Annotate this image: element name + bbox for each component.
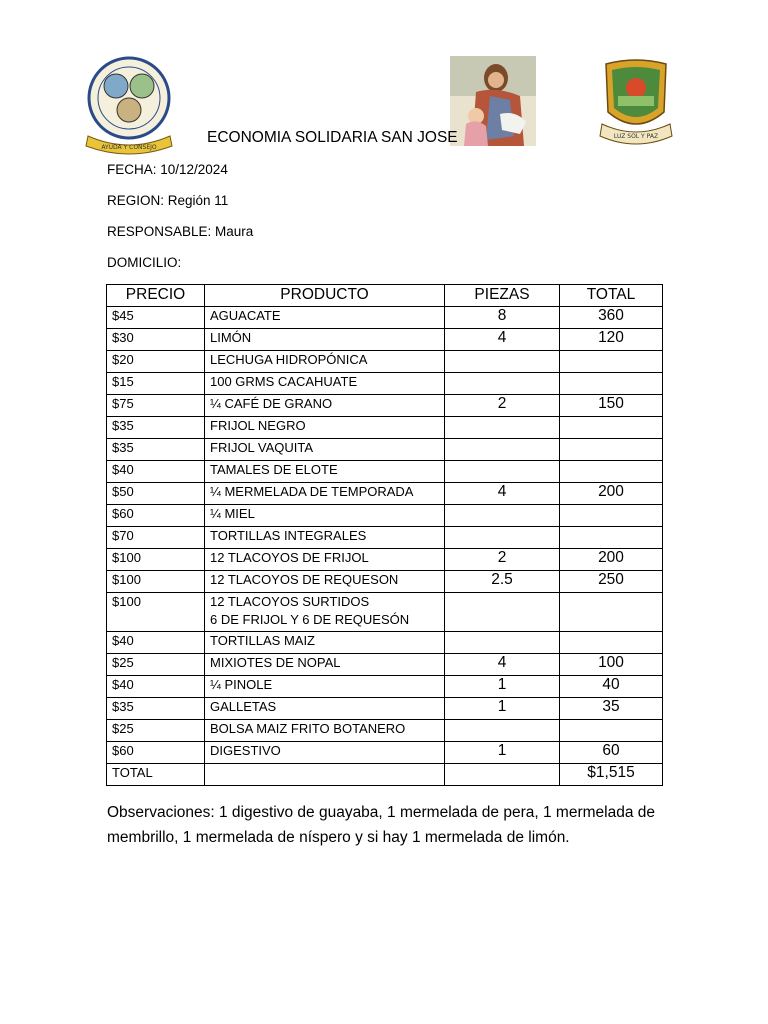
total-cell: 40: [560, 676, 663, 698]
total-row: [107, 764, 663, 786]
table-row: [107, 527, 663, 549]
producto-cell: [205, 571, 445, 593]
table-row: [107, 676, 663, 698]
producto-line: TORTILLAS MAIZ: [210, 633, 315, 648]
piezas-cell: [445, 720, 560, 742]
total-cell: [560, 439, 663, 461]
table-row: [107, 571, 663, 593]
table-row: [107, 439, 663, 461]
piezas-cell: 4: [445, 483, 560, 505]
precio-cell: $60: [107, 505, 205, 527]
precio-cell: $35: [107, 698, 205, 720]
total-cell: 200: [560, 483, 663, 505]
table-row: [107, 395, 663, 417]
total-empty-cell: [445, 764, 560, 786]
piezas-cell: [445, 373, 560, 395]
piezas-cell: 2: [445, 395, 560, 417]
header-piezas: PIEZAS: [445, 285, 560, 307]
producto-cell: [205, 527, 445, 549]
producto-cell: [205, 417, 445, 439]
producto-line: MIXIOTES DE NOPAL: [210, 655, 341, 670]
precio-cell: $25: [107, 654, 205, 676]
precio-cell: $15: [107, 373, 205, 395]
total-cell: 150: [560, 395, 663, 417]
precio-cell: $75: [107, 395, 205, 417]
producto-cell: [205, 329, 445, 351]
domicilio-line: DOMICILIO:: [107, 255, 182, 270]
fecha-line: FECHA: 10/12/2024: [107, 162, 228, 177]
table-row: [107, 505, 663, 527]
precio-cell: $25: [107, 720, 205, 742]
piezas-cell: [445, 527, 560, 549]
producto-cell: [205, 593, 445, 632]
producto-cell: [205, 351, 445, 373]
producto-cell: [205, 439, 445, 461]
producto-line: FRIJOL VAQUITA: [210, 440, 314, 455]
piezas-cell: 1: [445, 698, 560, 720]
document-title: ECONOMIA SOLIDARIA SAN JOSE: [207, 129, 458, 146]
producto-line: LIMÓN: [210, 330, 252, 345]
producto-cell: [205, 676, 445, 698]
total-cell: 120: [560, 329, 663, 351]
producto-line: 12 TLACOYOS DE REQUESON: [210, 572, 399, 587]
table-row: [107, 461, 663, 483]
precio-cell: $35: [107, 417, 205, 439]
piezas-cell: 4: [445, 654, 560, 676]
total-cell: [560, 505, 663, 527]
region-line: REGION: Región 11: [107, 193, 229, 208]
producto-line: FRIJOL NEGRO: [210, 418, 306, 433]
header-total: TOTAL: [560, 285, 663, 307]
total-cell: 35: [560, 698, 663, 720]
table-row: [107, 307, 663, 329]
precio-cell: $35: [107, 439, 205, 461]
table-row: [107, 720, 663, 742]
producto-cell: [205, 720, 445, 742]
piezas-cell: 1: [445, 742, 560, 764]
piezas-cell: [445, 461, 560, 483]
precio-cell: $20: [107, 351, 205, 373]
producto-cell: [205, 483, 445, 505]
logo-left-ribbon: AYUDA Y CONSEJO: [101, 144, 157, 151]
producto-line: ¼ MIEL: [210, 506, 255, 521]
piezas-cell: [445, 439, 560, 461]
precio-cell: $40: [107, 676, 205, 698]
precio-cell: $100: [107, 593, 205, 632]
table-row: [107, 593, 663, 632]
table-row: [107, 373, 663, 395]
saint-joseph-image: [450, 56, 536, 146]
total-cell: 250: [560, 571, 663, 593]
total-cell: [560, 417, 663, 439]
total-cell: 100: [560, 654, 663, 676]
producto-line-2: 6 DE FRIJOL Y 6 DE REQUESÓN: [210, 612, 410, 627]
producto-line: 100 GRMS CACAHUATE: [210, 374, 358, 389]
producto-cell: [205, 742, 445, 764]
precio-cell: $100: [107, 571, 205, 593]
producto-line: GALLETAS: [210, 699, 277, 714]
producto-cell: [205, 698, 445, 720]
producto-line: 12 TLACOYOS DE FRIJOL: [210, 550, 369, 565]
total-label: TOTAL: [107, 764, 205, 786]
piezas-cell: 4: [445, 329, 560, 351]
table-row: [107, 329, 663, 351]
precio-cell: $60: [107, 742, 205, 764]
piezas-cell: 2.5: [445, 571, 560, 593]
logo-right-ribbon: LUZ SOL Y PAZ: [613, 133, 659, 140]
producto-cell: [205, 632, 445, 654]
producto-cell: [205, 654, 445, 676]
piezas-cell: [445, 351, 560, 373]
producto-line: TORTILLAS INTEGRALES: [210, 528, 367, 543]
piezas-cell: 8: [445, 307, 560, 329]
piezas-cell: [445, 593, 560, 632]
organization-seal-icon: [84, 56, 174, 156]
total-value: $1,515: [560, 764, 663, 786]
municipal-coat-of-arms-icon: [598, 58, 674, 150]
precio-cell: $40: [107, 461, 205, 483]
table-row: [107, 417, 663, 439]
responsable-line: RESPONSABLE: Maura: [107, 224, 254, 239]
producto-line: AGUACATE: [210, 308, 281, 323]
piezas-cell: [445, 417, 560, 439]
total-cell: [560, 351, 663, 373]
producto-cell: [205, 461, 445, 483]
table-row: [107, 654, 663, 676]
piezas-cell: 1: [445, 676, 560, 698]
producto-line: BOLSA MAIZ FRITO BOTANERO: [210, 721, 406, 736]
total-cell: 60: [560, 742, 663, 764]
producto-cell: [205, 549, 445, 571]
header-producto: PRODUCTO: [205, 285, 445, 307]
total-cell: [560, 632, 663, 654]
producto-cell: [205, 395, 445, 417]
table-row: [107, 549, 663, 571]
total-cell: [560, 720, 663, 742]
precio-cell: $100: [107, 549, 205, 571]
total-cell: 200: [560, 549, 663, 571]
total-cell: 360: [560, 307, 663, 329]
precio-cell: $45: [107, 307, 205, 329]
products-table: [106, 284, 663, 786]
table-row: [107, 698, 663, 720]
precio-cell: $50: [107, 483, 205, 505]
producto-line: LECHUGA HIDROPÓNICA: [210, 352, 368, 367]
precio-cell: $30: [107, 329, 205, 351]
producto-cell: [205, 505, 445, 527]
header-precio: PRECIO: [107, 285, 205, 307]
precio-cell: $40: [107, 632, 205, 654]
table-row: [107, 483, 663, 505]
precio-cell: $70: [107, 527, 205, 549]
piezas-cell: 2: [445, 549, 560, 571]
producto-line: ¼ CAFÉ DE GRANO: [210, 396, 333, 411]
observations-text: Observaciones: 1 digestivo de guayaba, 1 mermelada de pera, 1 mermelada de membrillo, 1 mermelada de níspero y si hay 1 mermelada de limón.: [107, 804, 655, 846]
table-header-row: [107, 285, 663, 307]
producto-line: DIGESTIVO: [210, 743, 281, 758]
piezas-cell: [445, 632, 560, 654]
producto-cell: [205, 373, 445, 395]
table-row: [107, 742, 663, 764]
producto-line: ¼ PINOLE: [210, 677, 273, 692]
producto-cell: [205, 307, 445, 329]
total-empty-cell: [205, 764, 445, 786]
producto-line: ¼ MERMELADA DE TEMPORADA: [210, 484, 414, 499]
producto-line: 12 TLACOYOS SURTIDOS: [210, 594, 370, 609]
table-row: [107, 351, 663, 373]
table-row: [107, 632, 663, 654]
total-cell: [560, 527, 663, 549]
producto-line: TAMALES DE ELOTE: [210, 462, 338, 477]
piezas-cell: [445, 505, 560, 527]
total-cell: [560, 373, 663, 395]
total-cell: [560, 461, 663, 483]
total-cell: [560, 593, 663, 632]
